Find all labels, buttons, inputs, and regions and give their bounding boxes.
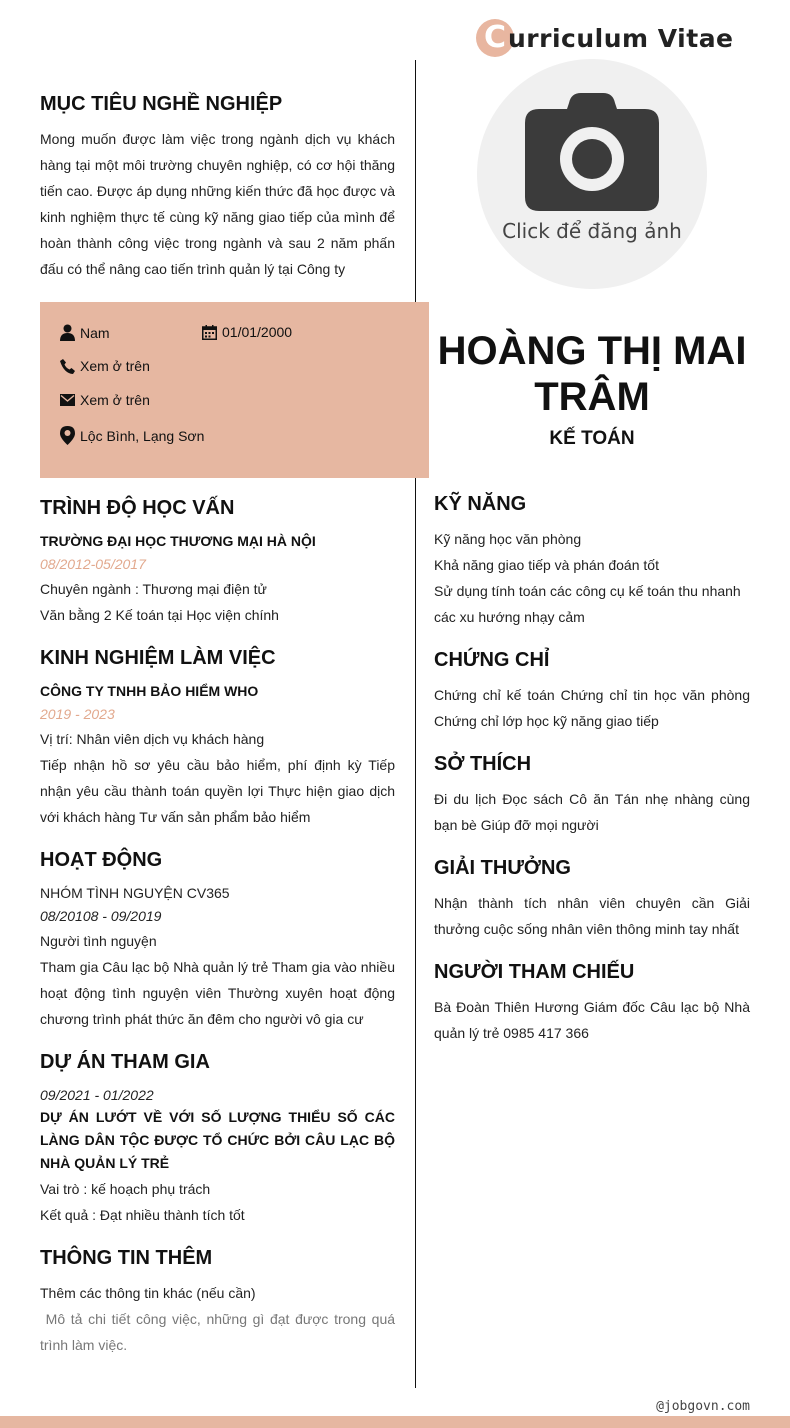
objective-title: MỤC TIÊU NGHỀ NGHIỆP: [40, 93, 283, 115]
gender-item: [60, 324, 110, 341]
envelope-icon: [60, 394, 75, 406]
additional-line1: Thêm các thông tin khác (nếu cần): [40, 1285, 256, 1301]
projects-name: DỰ ÁN LƯỚT VỀ VỚI SỐ LƯỢNG THIỂU SỐ CÁC LÀNG DÂN TỘC ĐƯỢC TỔ CHỨC BỞI CÂU LẠC BỘ NHÀ QUẢN LÝ TRẺ: [40, 1109, 395, 1171]
gender-value: Nam: [80, 324, 110, 341]
email-value: Xem ở trên: [80, 392, 150, 408]
photo-upload[interactable]: [477, 59, 707, 289]
footer-bar: [0, 1416, 790, 1428]
experience-period: 2019 - 2023: [40, 706, 115, 722]
projects-role: Vai trò : kế hoạch phụ trách: [40, 1181, 211, 1197]
additional-title: THÔNG TIN THÊM: [40, 1247, 213, 1269]
education-school: TRƯỜNG ĐẠI HỌC THƯƠNG MẠI HÀ NỘI: [40, 533, 316, 549]
address-item: [60, 426, 204, 445]
certificates-title: CHỨNG CHỈ: [434, 649, 550, 671]
address-value: Lộc Bình, Lạng Sơn: [80, 427, 205, 444]
education-major: Chuyên ngành : Thương mại điện tử: [40, 581, 267, 597]
user-icon: [60, 324, 75, 341]
camera-icon: [523, 91, 661, 211]
candidate-name: HOÀNG THỊ MAI TRÂM: [437, 329, 747, 419]
projects-period: 09/2021 - 01/2022: [40, 1087, 154, 1103]
awards-text: Nhận thành tích nhân viên chuyên cần Giải thưởng cuộc sống nhân viên thông minh tay nhất: [434, 895, 750, 937]
awards-title: GIẢI THƯỞNG: [434, 857, 571, 879]
activities-description: Tham gia Câu lạc bộ Nhà quản lý trẻ Tham gia vào nhiều hoạt động tình nguyện viên Thường xuyên hoạt động chương trình phát thức ăn đêm cho người vô gia cư: [40, 959, 395, 1027]
education-degree: Văn bằng 2 Kế toán tại Học viện chính: [40, 607, 279, 623]
skill-item: Kỹ năng học văn phòng: [434, 531, 582, 547]
additional-line2: Mô tả chi tiết công việc, những gì đạt được trong quá trình làm việc.: [40, 1311, 399, 1353]
column-divider: [415, 60, 416, 1388]
skill-item: Sử dụng tính toán các công cụ kế toán thu nhanh các xu hướng nhạy cảm: [434, 583, 741, 625]
logo-text: urriculum Vitae: [508, 23, 734, 53]
activities-title: HOẠT ĐỘNG: [40, 849, 163, 871]
location-pin-icon: [60, 426, 75, 445]
activities-period: 08/20108 - 09/2019: [40, 908, 162, 924]
photo-upload-label: Click để đăng ảnh: [502, 219, 682, 243]
watermark-text: @jobgovn.com: [656, 1399, 750, 1414]
candidate-role: KẾ TOÁN: [549, 428, 635, 449]
personal-info-box: [40, 302, 429, 478]
logo-letter: C: [476, 19, 514, 57]
education-period: 08/2012-05/2017: [40, 556, 146, 572]
phone-item: [60, 358, 150, 374]
hobbies-text: Đi du lịch Đọc sách Cô ăn Tán nhẹ nhàng cùng bạn bè Giúp đỡ mọi người: [434, 791, 750, 833]
experience-title: KINH NGHIỆM LÀM VIỆC: [40, 647, 276, 669]
objective-text: Mong muốn được làm việc trong ngành dịch vụ khách hàng tại một môi trường chuyên nghiệp, có cơ hội thăng tiến cao. Được áp dụng những kiến thức đã học được và kinh nghiệm thực tế cùng kỹ năng giao tiếp của mình để hoàn thành công việc trong ngành và sau 2 năm phấn đấu có thể nâng cao tiến trình quản lý tại Công ty: [40, 131, 395, 277]
dob-item: [202, 324, 292, 340]
education-title: TRÌNH ĐỘ HỌC VẤN: [40, 497, 235, 519]
skill-item: Khả năng giao tiếp và phán đoán tốt: [434, 557, 659, 573]
cv-logo: [476, 16, 734, 60]
calendar-icon: [202, 325, 217, 340]
references-text: Bà Đoàn Thiên Hương Giám đốc Câu lạc bộ Nhà quản lý trẻ 0985 417 366: [434, 999, 750, 1041]
email-item: [60, 392, 150, 408]
projects-result: Kết quả : Đạt nhiều thành tích tốt: [40, 1207, 245, 1223]
skills-title: KỸ NĂNG: [434, 493, 527, 515]
certificates-text: Chứng chỉ kế toán Chứng chỉ tin học văn phòng Chứng chỉ lớp học kỹ năng giao tiếp: [434, 687, 750, 729]
activities-org: NHÓM TÌNH NGUYỆN CV365: [40, 885, 230, 901]
hobbies-title: SỞ THÍCH: [434, 753, 532, 775]
experience-description: Tiếp nhận hồ sơ yêu cầu bảo hiểm, phí định kỳ Tiếp nhận yêu cầu thành toán quyền lợi Thực hiện giao dịch với khách hàng Tư vấn sản phẩm bảo hiểm: [40, 757, 395, 825]
experience-company: CÔNG TY TNHH BẢO HIỂM WHO: [40, 683, 259, 699]
experience-position: Vị trí: Nhân viên dịch vụ khách hàng: [40, 731, 265, 747]
references-title: NGƯỜI THAM CHIẾU: [434, 961, 635, 983]
dob-value: 01/01/2000: [222, 324, 293, 340]
projects-title: DỰ ÁN THAM GIA: [40, 1051, 210, 1073]
phone-value: Xem ở trên: [80, 358, 150, 374]
activities-role: Người tình nguyện: [40, 933, 157, 949]
phone-icon: [60, 359, 75, 374]
